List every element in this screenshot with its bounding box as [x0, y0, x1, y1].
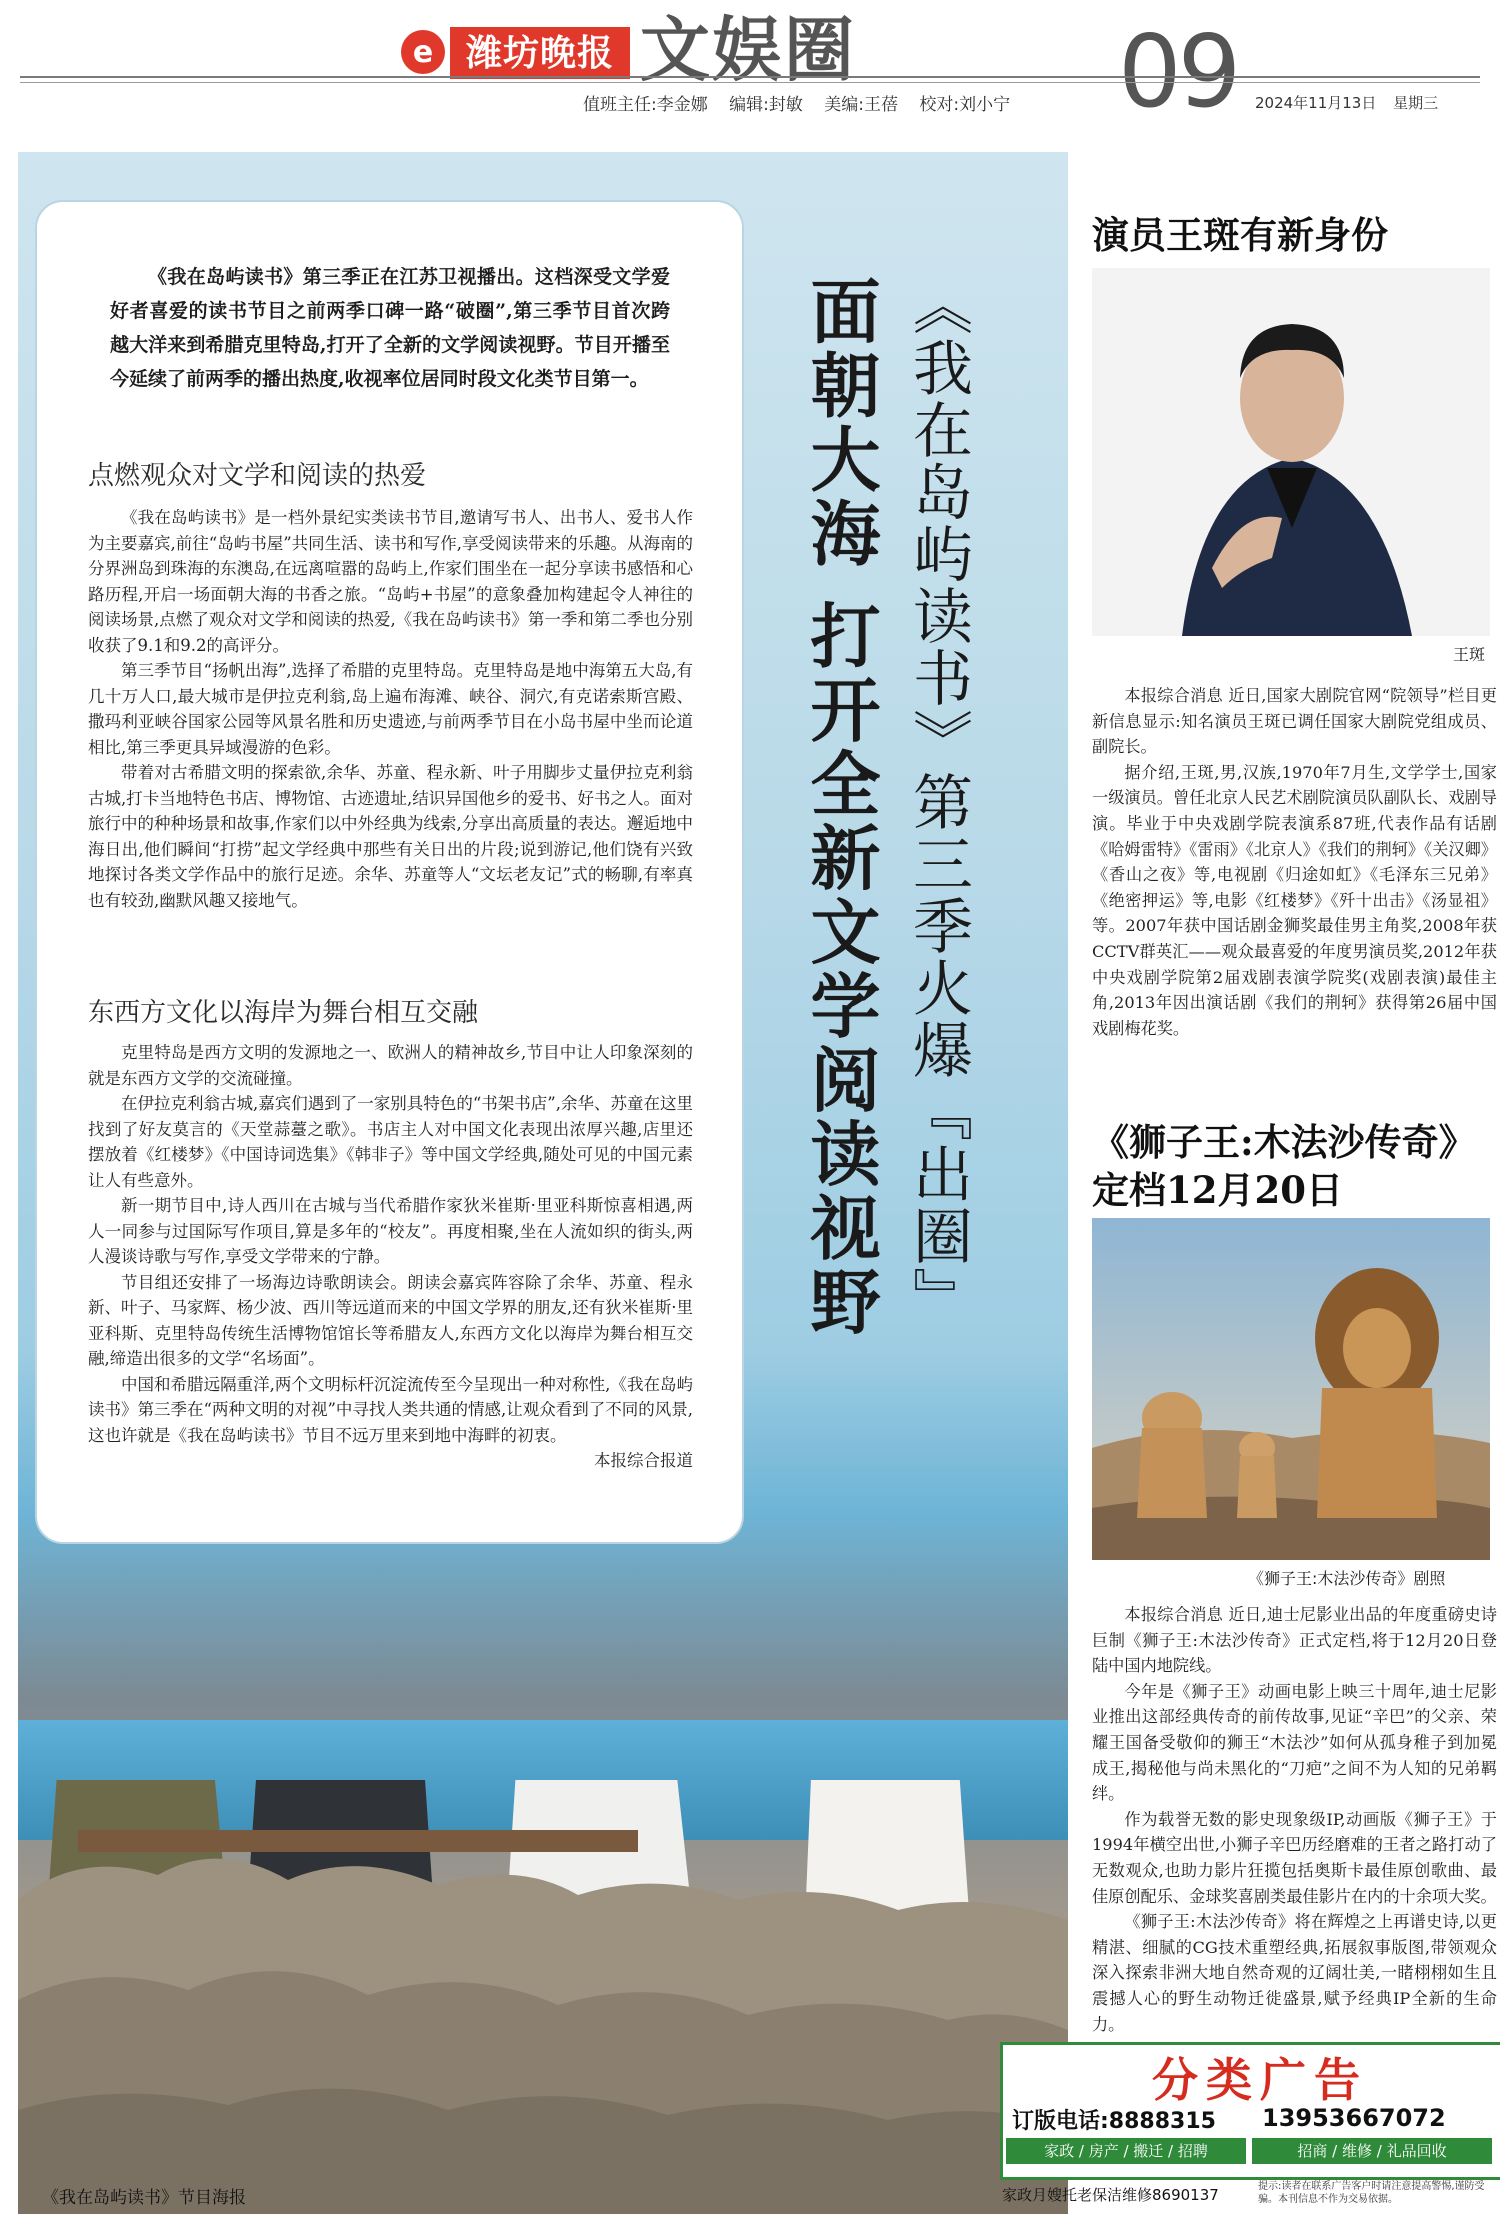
masthead-rule [20, 76, 1480, 78]
paragraph: 在伊拉克利翁古城,嘉宾们遇到了一家别具特色的“书架书店”,余华、苏童在这里找到了好友莫言的《天堂蒜薹之歌》。书店主人对中国文化表现出浓厚兴趣,店里还摆放着《红楼梦》《中国诗词选集》《韩非子》等中国文学经典,随处可见的中国元素让人有些意外。 [88, 1094, 693, 1190]
weekday-text: 星期三 [1393, 94, 1439, 112]
classified-ad-footer-notice: 提示:读者在联系广告客户时请注意提高警惕,谨防受骗。本刊信息不作为交易依据。 [1258, 2181, 1485, 2205]
masthead-rule-thin [20, 82, 1480, 83]
paragraph: 节目组还安排了一场海边诗歌朗读会。朗读会嘉宾阵容除了余华、苏童、程永新、叶子、马家辉、杨少波、西川等远道而来的中国文学界的朋友,还有狄米崔斯·里亚科斯、克里特岛传统生活博物馆馆长等希腊友人,东西方文化以海岸为舞台相互交融,缔造出很多的文学“名场面”。 [88, 1272, 693, 1368]
paragraph: 今年是《狮子王》动画电影上映三十周年,迪士尼影业推出这部经典传奇的前传故事,见证“辛巴”的父亲、荣耀王国备受敬仰的狮王“木法沙”如何从孤身稚子到加冕成王,揭秘他与尚未黑化的“刀疤”之间不为人知的兄弟羁绊。 [1092, 1681, 1497, 1804]
paragraph: 作为载誉无数的影史现象级IP,动画版《狮子王》于1994年横空出世,小狮子辛巴历经磨难的王者之路打动了无数观众,也助力影片狂揽包括奥斯卡最佳原创歌曲、最佳原创配乐、金球奖喜剧类最佳影片在内的十余项大奖。 [1092, 1809, 1497, 1906]
feature-subtitle: 《我在岛屿读书》第三季火爆『出圈』 [903, 275, 973, 1329]
staff-credits [583, 90, 1026, 115]
poster-illustration [18, 1780, 1068, 2214]
portrait-caption: 王斑 [1453, 645, 1486, 664]
lion-king-still [1092, 1218, 1490, 1560]
section1-heading: 点燃观众对文学和阅读的热爱 [88, 461, 427, 491]
article2-body [1092, 1602, 1497, 2037]
section2-body [88, 1040, 693, 1474]
classified-ad-category-left: 家政 / 房产 / 搬迁 / 招聘 [1006, 2138, 1246, 2164]
section-title: 文娱圈 [640, 8, 856, 91]
paragraph: 本报综合消息 近日,国家大剧院官网“院领导”栏目更新信息显示:知名演员王斑已调任国家大剧院党组成员、副院长。 [1092, 686, 1497, 757]
section1-body [88, 505, 693, 913]
staff-duty-editor: 值班主任:李金娜 [583, 95, 708, 115]
lion-king-caption: 《狮子王:木法沙传奇》剧照 [1248, 1569, 1446, 1588]
article1-title: 演员王斑有新身份 [1092, 213, 1388, 257]
classified-ad-phone-landline: 订版电话:8888315 [1012, 2109, 1216, 2134]
paragraph: 本报综合消息 近日,迪士尼影业出品的年度重磅史诗巨制《狮子王:木法沙传奇》正式定档,将于12月20日登陆中国内地院线。 [1092, 1605, 1497, 1676]
classified-ad-phone-mobile: 13953667072 [1262, 2104, 1446, 2132]
paragraph: 新一期节目中,诗人西川在古城与当代希腊作家狄米崔斯·里亚科斯惊喜相遇,两人一同参与过国际写作项目,算是多年的“校友”。再度相聚,坐在人流如织的街头,两人漫谈诗歌与写作,享受文学带来的宁静。 [88, 1196, 693, 1266]
staff-designer: 美编:王蓓 [824, 95, 899, 115]
paper-name: 潍坊晚报 [450, 27, 630, 79]
section2-heading: 东西方文化以海岸为舞台相互交融 [88, 998, 479, 1028]
paragraph: 第三季节目“扬帆出海”,选择了希腊的克里特岛。克里特岛是地中海第五大岛,有几十万人口,最大城市是伊拉克利翁,岛上遍布海滩、峡谷、洞穴,有克诺索斯宫殿、撒玛利亚峡谷国家公园等风景名胜和历史遗迹,与前两季节目在小岛书屋中坐而论道相比,第三季更具异域漫游的色彩。 [88, 661, 693, 757]
issue-date [1255, 92, 1450, 113]
wang-ban-portrait [1092, 268, 1490, 636]
paragraph: 《我在岛屿读书》是一档外景纪实类读书节目,邀请写书人、出书人、爱书人作为主要嘉宾,前往“岛屿书屋”共同生活、读书和写作,享受阅读带来的乐趣。从海南的分界洲岛到珠海的东澳岛,在远离喧嚣的岛屿上,作家们围坐在一起分享读书感悟和心路历程,开启一场面朝大海的书香之旅。“岛屿+书屋”的意象叠加构建起令人神往的阅读场景,点燃了观众对文学和阅读的热爱,《我在岛屿读书》第一季和第二季也分别收获了9.1和9.2的高评分。 [88, 508, 693, 655]
paragraph: 中国和希腊远隔重洋,两个文明标杆沉淀流传至今呈现出一种对称性,《我在岛屿读书》第三季在“两种文明的对视”中寻找人类共通的情感,让观众看到了不同的风景,这也许就是《我在岛屿读书》节目不远万里来到地中海畔的初衷。 [88, 1374, 693, 1445]
feature-lead: 《我在岛屿读书》第三季正在江苏卫视播出。这档深受文学爱好者喜爱的读书节目之前两季口碑一路“破圈”,第三季节目首次跨越大洋来到希腊克里特岛,打开了全新的文学阅读视野。节目开播至今延续了前两季的播出热度,收视率位居同时段文化类节目第一。 [110, 266, 670, 390]
poster-caption: 《我在岛屿读书》节目海报 [42, 2188, 246, 2208]
classified-ad-footer-service: 家政月嫂托老保洁维修8690137 [1002, 2186, 1219, 2204]
paragraph: 据介绍,王斑,男,汉族,1970年7月生,文学学士,国家一级演员。曾任北京人民艺术剧院演员队副队长、戏剧导演。毕业于中央戏剧学院表演系87班,代表作品有话剧《哈姆雷特》《雷雨》《北京人》《我们的荆轲》《关汉卿》《香山之夜》等,电视剧《归途如虹》《毛泽东三兄弟》《绝密押运》等,电影《红楼梦》《歼十出击》《汤显祖》等。2007年获中国话剧金狮奖最佳男主角奖,2008年获CCTV群英汇——观众最喜爱的年度男演员奖,2012年获中央戏剧学院第2届戏剧表演学院奖(戏剧表演)最佳主角,2013年因出演话剧《我们的荆轲》获得第26届中国戏剧梅花奖。 [1092, 762, 1497, 1038]
article2-title-line2: 定档12月20日 [1092, 1168, 1343, 1212]
paper-logo-icon: e [401, 30, 445, 74]
staff-proofreader: 校对:刘小宁 [919, 95, 1011, 115]
staff-editor: 编辑:封敏 [729, 95, 803, 115]
article2-title-line1: 《狮子王:木法沙传奇》 [1092, 1120, 1476, 1164]
classified-ad-category-right: 招商 / 维修 / 礼品回收 [1252, 2138, 1492, 2164]
feature-headline: 面朝大海 打开全新文学阅读视野 [799, 275, 881, 1340]
paragraph: 克里特岛是西方文明的发源地之一、欧洲人的精神故乡,节目中让人印象深刻的就是东西方文学的交流碰撞。 [88, 1043, 693, 1088]
article1-body [1092, 683, 1497, 1041]
paragraph: 《狮子王:木法沙传奇》将在辉煌之上再谱史诗,以更精湛、细腻的CG技术重塑经典,拓展叙事版图,带领观众深入探索非洲大地自然奇观的辽阔壮美,一睹栩栩如生且震撼人心的野生动物迁徙盛景,赋予经典IP全新的生命力。 [1092, 1912, 1497, 2034]
paragraph: 带着对古希腊文明的探索欲,余华、苏童、程永新、叶子用脚步丈量伊拉克利翁古城,打卡当地特色书店、博物馆、古迹遗址,结识异国他乡的爱书、好书之人。面对旅行中的种种场景和故事,作家们以中外经典为线索,分享出高质量的表达。邂逅地中海日出,他们瞬间“打捞”起文学经典中那些有关日出的片段;说到游记,他们饶有兴致地探讨各类文学作品中的旅行足迹。余华、苏童等人“文坛老友记”式的畅聊,有率真也有较劲,幽默风趣又接地气。 [88, 763, 693, 910]
date-text: 2024年11月13日 [1255, 94, 1377, 112]
page-number: 09 [1118, 13, 1238, 130]
feature-byline: 本报综合报道 [594, 1451, 693, 1470]
classified-ad-title: 分类广告 [1152, 2053, 1368, 2107]
